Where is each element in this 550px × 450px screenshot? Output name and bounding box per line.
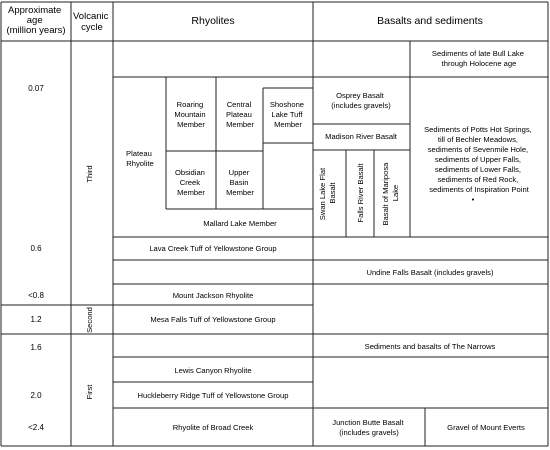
shoshone-line3: Member bbox=[274, 120, 302, 129]
cycle-column-header bbox=[73, 11, 111, 33]
lewis-canyon-rhyolite: Lewis Canyon Rhyolite bbox=[174, 366, 252, 375]
swan-lake-line2: Basalt bbox=[328, 182, 337, 204]
cycle-third: Third bbox=[85, 165, 94, 183]
gravel-of-mount-everts: Gravel of Mount Everts bbox=[447, 423, 525, 432]
potts-line5: sediments of Lower Falls, bbox=[434, 165, 521, 174]
central-line2: Plateau bbox=[226, 110, 252, 119]
undine-falls-basalt: Undine Falls Basalt (includes gravels) bbox=[366, 268, 494, 277]
shoshone-line2: Lake Tuff bbox=[271, 110, 303, 119]
roaring-mountain-member bbox=[174, 100, 207, 129]
age-2-0: 2.0 bbox=[30, 391, 42, 400]
lava-creek-tuff: Lava Creek Tuff of Yellowstone Group bbox=[149, 244, 277, 253]
junction-butte-line1: Junction Butte Basalt bbox=[332, 418, 404, 427]
potts-line4: sediments of Upper Falls, bbox=[434, 155, 521, 164]
shoshone-line1: Shoshone bbox=[269, 100, 305, 109]
mariposa-line1: Basalt of Mariposa bbox=[381, 162, 390, 226]
bull-lake-line2: through Holocene age bbox=[441, 59, 517, 68]
osprey-basalt bbox=[331, 91, 391, 110]
upper-basin-line2: Basin bbox=[229, 178, 249, 187]
age-header-line1: Approximate bbox=[8, 5, 62, 16]
potts-line2: till of Bechler Meadows, bbox=[437, 135, 519, 144]
age-2-4: <2.4 bbox=[28, 423, 44, 432]
obsidian-creek-member bbox=[175, 168, 207, 197]
bull-lake-line1: Sediments of late Bull Lake bbox=[431, 49, 524, 58]
mallard-lake-member: Mallard Lake Member bbox=[203, 219, 277, 228]
age-0-6: 0.6 bbox=[30, 244, 42, 253]
obsidian-line3: Member bbox=[177, 188, 205, 197]
rhyolites-column-header: Rhyolites bbox=[191, 15, 235, 27]
cycle-first: First bbox=[85, 384, 94, 400]
huckleberry-ridge-tuff: Huckleberry Ridge Tuff of Yellowstone Group bbox=[137, 391, 289, 400]
potts-line3: sediments of Sevenmile Hole, bbox=[427, 145, 529, 154]
osprey-line2: (includes gravels) bbox=[331, 101, 391, 110]
central-plateau-member bbox=[226, 100, 254, 129]
upper-basin-line3: Member bbox=[226, 188, 254, 197]
plateau-rhyolite bbox=[126, 149, 154, 168]
age-0-07: 0.07 bbox=[28, 84, 44, 93]
age-1-2: 1.2 bbox=[30, 315, 42, 324]
central-line3: Member bbox=[226, 120, 254, 129]
basalt-of-mariposa-lake bbox=[381, 160, 400, 225]
rhyolite-of-broad-creek: Rhyolite of Broad Creek bbox=[172, 423, 254, 432]
mount-jackson-rhyolite: Mount Jackson Rhyolite bbox=[172, 291, 254, 300]
mariposa-line2: Lake bbox=[391, 184, 400, 202]
plateau-rhyolite-line2: Rhyolite bbox=[126, 159, 154, 168]
madison-river-basalt: Madison River Basalt bbox=[325, 132, 397, 141]
potts-bullet: • bbox=[471, 195, 475, 204]
age-header-line2: age bbox=[26, 15, 43, 26]
age-header-line3: (million years) bbox=[6, 25, 66, 36]
osprey-line1: Osprey Basalt bbox=[336, 91, 384, 100]
upper-basin-line1: Upper bbox=[228, 168, 250, 177]
mesa-falls-tuff: Mesa Falls Tuff of Yellowstone Group bbox=[150, 315, 276, 324]
basalts-column-header: Basalts and sediments bbox=[377, 15, 483, 27]
potts-line7: sediments of Inspiration Point bbox=[429, 185, 529, 194]
obsidian-line2: Creek bbox=[179, 178, 201, 187]
cycle-second: Second bbox=[85, 307, 94, 333]
potts-line1: Sediments of Potts Hot Springs, bbox=[424, 125, 532, 134]
junction-butte-basalt bbox=[332, 418, 405, 437]
age-0-8: <0.8 bbox=[28, 291, 44, 300]
shoshone-lake-tuff-member bbox=[270, 100, 306, 129]
roaring-line3: Member bbox=[177, 120, 205, 129]
plateau-rhyolite-line1: Plateau bbox=[126, 149, 152, 158]
cycle-header-line2: cycle bbox=[81, 22, 103, 33]
roaring-line1: Roaring bbox=[176, 100, 204, 109]
upper-basin-member bbox=[226, 168, 254, 197]
bull-lake-sediments bbox=[432, 49, 526, 68]
cycle-header-line1: Volcanic bbox=[72, 11, 109, 22]
junction-butte-line2: (includes gravels) bbox=[339, 428, 399, 437]
obsidian-line1: Obsidian bbox=[174, 168, 205, 177]
swan-lake-line1: Swan Lake Flat bbox=[318, 167, 327, 221]
age-1-6: 1.6 bbox=[30, 343, 42, 352]
potts-line6: sediments of Red Rock, bbox=[437, 175, 519, 184]
falls-river-basalt: Falls River Basalt bbox=[356, 163, 365, 223]
swan-lake-flat-basalt bbox=[318, 166, 337, 220]
potts-sediments-list bbox=[424, 125, 534, 194]
age-column-header bbox=[6, 5, 65, 36]
roaring-line2: Mountain bbox=[174, 110, 206, 119]
central-line1: Central bbox=[226, 100, 252, 109]
narrows-sediments: Sediments and basalts of The Narrows bbox=[364, 342, 496, 351]
